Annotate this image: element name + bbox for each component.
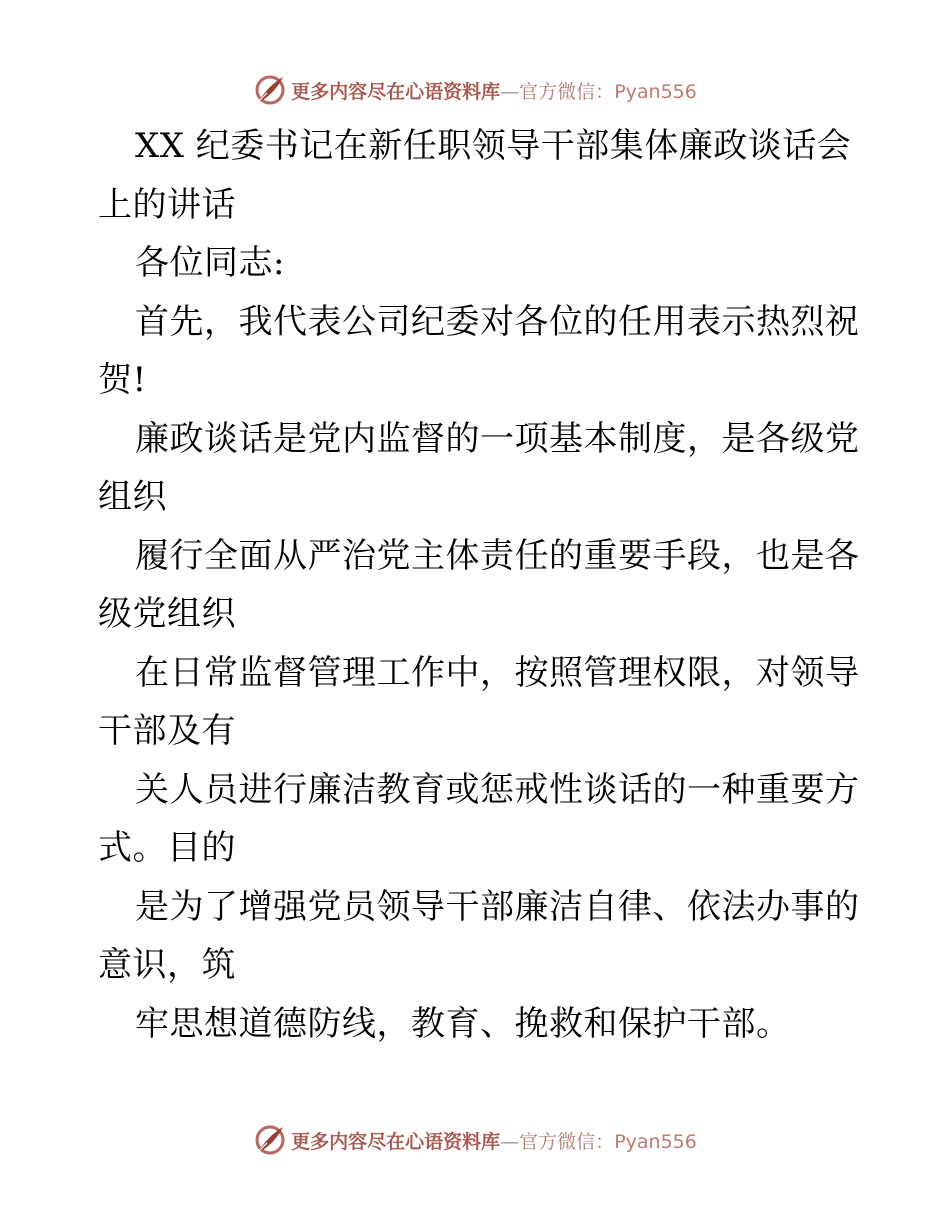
paragraph-line: 首先，我代表公司纪委对各位的任用表示热烈祝 <box>135 301 860 342</box>
paragraph-line: 组织 <box>98 477 167 517</box>
footer-dash: — <box>500 1130 520 1153</box>
quill-logo-icon <box>253 73 287 107</box>
footer-banner-text <box>291 1127 697 1154</box>
footer-banner <box>0 1120 950 1160</box>
paragraph-line: 履行全面从严治党主体责任的重要手段，也是各 <box>135 535 860 576</box>
paragraph-line: 干部及有 <box>98 711 236 751</box>
header-banner <box>0 70 950 110</box>
paragraph-line: 意识，筑 <box>98 945 236 985</box>
document-body <box>98 117 858 1053</box>
paragraph-line: 贺! <box>98 360 147 400</box>
footer-wechat-label: 官方微信： <box>519 1130 615 1153</box>
paragraph-line: 牢思想道德防线，教育、挽救和保护干部。 <box>135 1003 791 1044</box>
quill-logo-icon <box>253 1123 287 1157</box>
salutation: 各位同志: <box>135 243 285 283</box>
footer-site-text: 更多内容尽在心语资料库 <box>291 1130 501 1153</box>
paragraph-line: 廉政谈话是党内监督的一项基本制度，是各级党 <box>135 418 860 459</box>
header-dash: — <box>500 80 520 103</box>
header-wechat-label: 官方微信： <box>519 80 615 103</box>
paragraph-line: 式。目的 <box>98 828 236 868</box>
document-title-line-1: XX 纪委书记在新任职领导干部集体廉政谈话会 <box>135 126 852 166</box>
paragraph-line: 关人员进行廉洁教育或惩戒性谈话的一种重要方 <box>135 769 860 810</box>
paragraph-line: 级党组织 <box>98 594 236 634</box>
paragraph-line: 是为了增强党员领导干部廉洁自律、依法办事的 <box>135 886 860 927</box>
footer-wechat-id: Pyan556 <box>614 1130 697 1153</box>
header-banner-text <box>291 77 697 104</box>
header-site-text: 更多内容尽在心语资料库 <box>291 80 501 103</box>
paragraph-line: 在日常监督管理工作中，按照管理权限，对领导 <box>135 652 860 693</box>
header-wechat-id: Pyan556 <box>614 80 697 103</box>
document-title-line-2: 上的讲话 <box>98 184 236 225</box>
